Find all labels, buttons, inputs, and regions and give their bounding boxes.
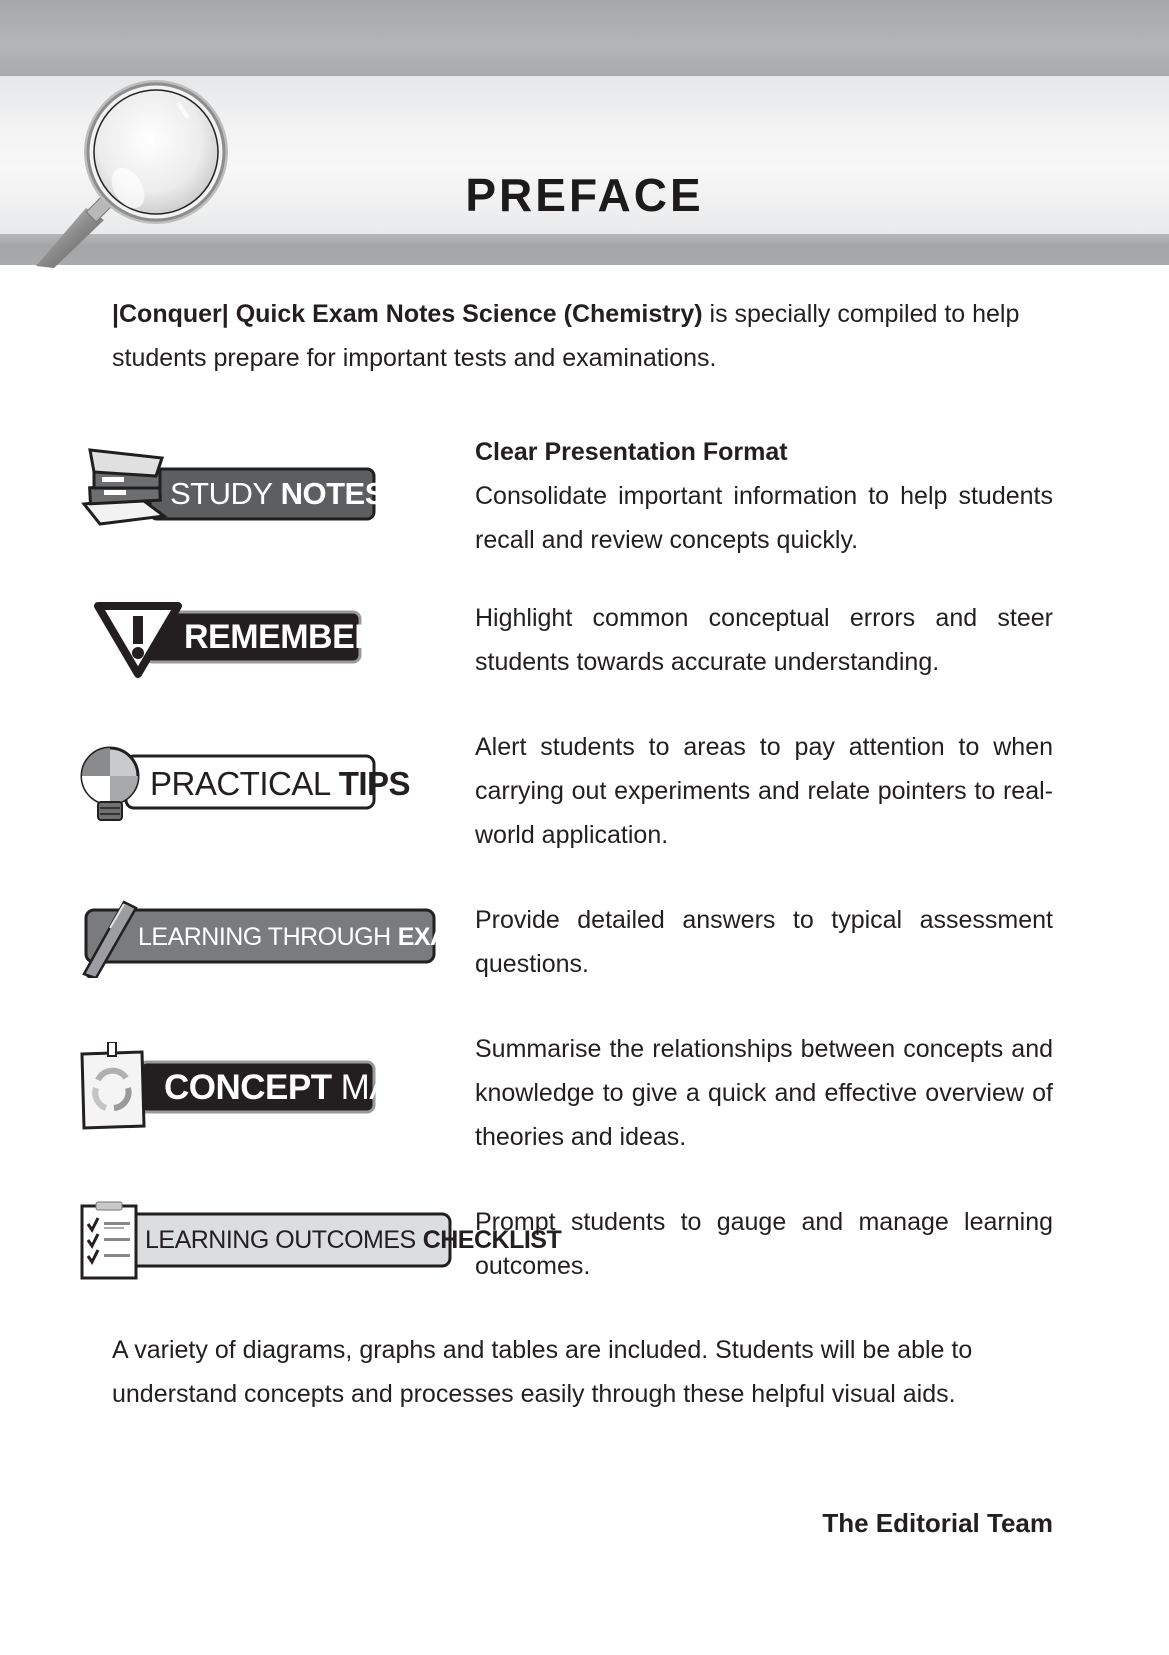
badge-bold-text: REMEMBER [184, 617, 379, 656]
badge-light-text: PRACTICAL [150, 765, 331, 802]
header-top-band [0, 0, 1169, 76]
book-title: |Conquer| Quick Exam Notes Science (Chemistry) [112, 300, 703, 328]
feature-text: Summarise the relationships between concepts and knowledge to give a quick and effective overview of theories and ideas. [475, 1035, 1053, 1151]
page-title [0, 168, 1169, 222]
feature-heading: Clear Presentation Format [475, 438, 788, 466]
feature-description [475, 725, 1053, 857]
feature-description [475, 1027, 1053, 1159]
badge-bold-text: NOTES [280, 476, 385, 511]
feature-text: Highlight common conceptual errors and steer students towards accurate understanding. [475, 604, 1053, 676]
badge-light-text: LEARNING THROUGH [138, 922, 391, 951]
badge-light-text: LEARNING OUTCOMES [145, 1225, 416, 1254]
badge-bold-text: CONCEPT [164, 1068, 332, 1107]
feature-description [475, 596, 1053, 684]
badge-bold-text: EXAMPLES [397, 922, 532, 951]
feature-description [475, 430, 1053, 562]
feature-text: Alert students to areas to pay attention to when carrying out experiments and relate pointers to real-world application. [475, 733, 1053, 849]
feature-text: Prompt students to gauge and manage learning outcomes. [475, 1208, 1053, 1280]
badge-bold-text: TIPS [338, 765, 411, 802]
outro-paragraph: A variety of diagrams, graphs and tables are included. Students will be able to understand concepts and processes easily through these helpful visual aids. [112, 1336, 973, 1408]
badge-learning-through-examples [138, 912, 531, 962]
badge-concept-map [164, 1063, 415, 1113]
intro-paragraph [112, 292, 1052, 380]
feature-text: Provide detailed answers to typical assessment questions. [475, 906, 1053, 978]
feature-description [475, 1200, 1053, 1288]
feature-description [475, 898, 1053, 986]
badge-light-text: STUDY [170, 476, 273, 511]
badge-study-notes [170, 471, 385, 517]
page-title-text: PREFACE [465, 169, 704, 221]
intro-text: is specially compiled to help students prepare for important tests and examinations. [112, 300, 1020, 372]
badge-bold-text: CHECKLIST [422, 1225, 562, 1254]
signature: The Editorial Team [822, 1508, 1053, 1538]
badge-remember [184, 614, 378, 660]
feature-text: Consolidate important information to help students recall and review concepts quickly. [475, 482, 1053, 554]
badge-light-text: MAP [340, 1068, 415, 1107]
badge-practical-tips [150, 759, 410, 809]
